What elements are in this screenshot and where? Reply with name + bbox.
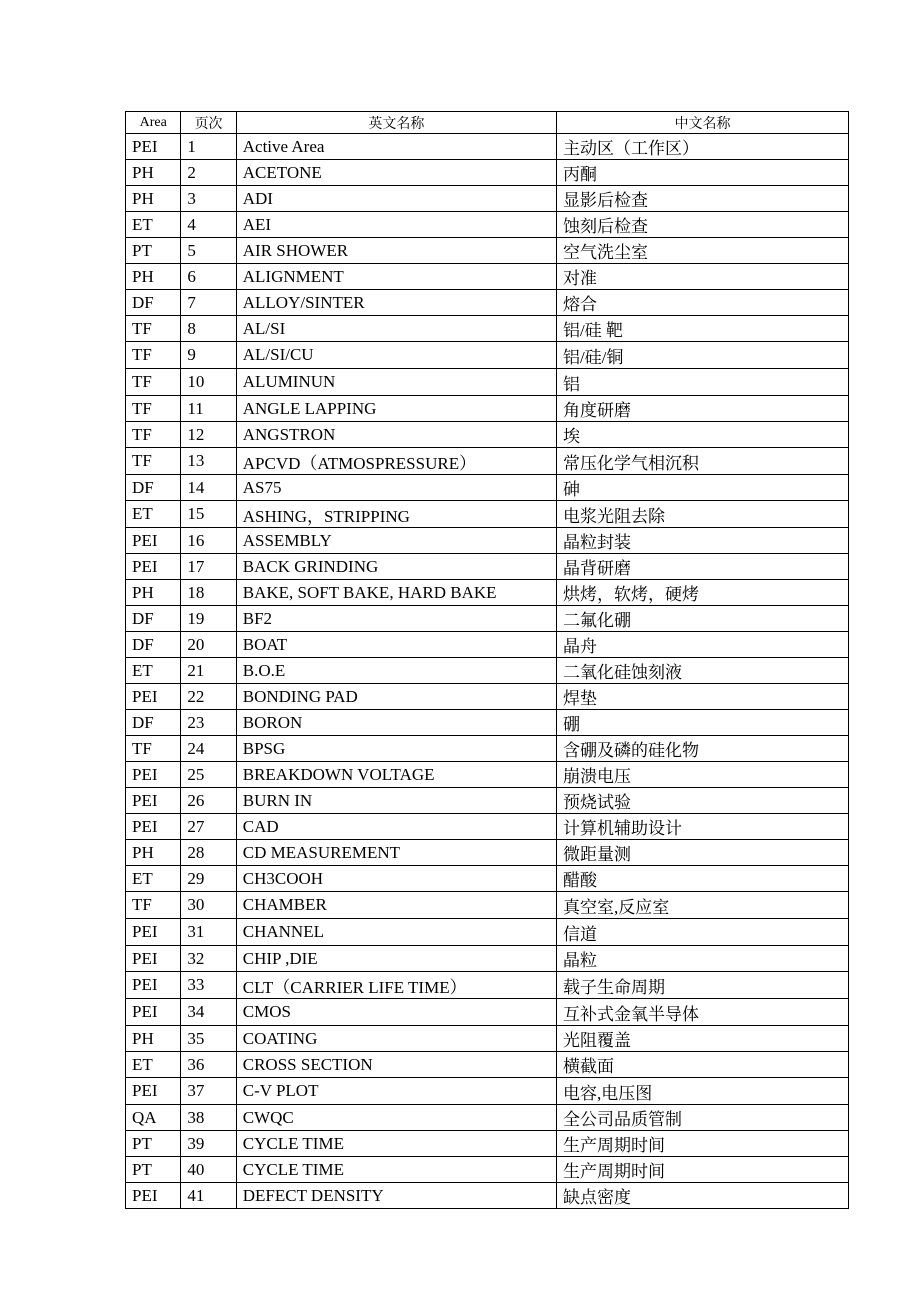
cell-english-name: ACETONE	[236, 160, 556, 186]
cell-area: DF	[126, 710, 181, 736]
cell-area: TF	[126, 448, 181, 475]
table-row	[126, 1157, 849, 1183]
table-row	[126, 501, 849, 528]
table-row	[126, 788, 849, 814]
cell-chinese-name: 全公司品质管制	[556, 1105, 848, 1131]
cell-chinese-name: 砷	[556, 475, 848, 501]
cell-chinese-name: 熔合	[556, 290, 848, 316]
cell-page: 33	[181, 972, 236, 999]
cell-chinese-name: 二氟化硼	[556, 606, 848, 632]
cell-page: 7	[181, 290, 236, 316]
cell-english-name: BF2	[236, 606, 556, 632]
cell-page: 24	[181, 736, 236, 762]
cell-chinese-name: 崩溃电压	[556, 762, 848, 788]
cell-chinese-name: 烘烤，软烤，硬烤	[556, 580, 848, 606]
cell-chinese-name: 铝/硅/铜	[556, 342, 848, 369]
cell-page: 12	[181, 422, 236, 448]
cell-english-name: ANGSTRON	[236, 422, 556, 448]
cell-area: PT	[126, 238, 181, 264]
cell-area: PEI	[126, 1078, 181, 1105]
cell-page: 40	[181, 1157, 236, 1183]
cell-chinese-name: 铝/硅 靶	[556, 316, 848, 342]
cell-chinese-name: 空气洗尘室	[556, 238, 848, 264]
cell-area: PEI	[126, 528, 181, 554]
cell-page: 37	[181, 1078, 236, 1105]
table-row	[126, 396, 849, 422]
cell-chinese-name: 生产周期时间	[556, 1157, 848, 1183]
cell-chinese-name: 真空室,反应室	[556, 892, 848, 919]
cell-chinese-name: 计算机辅助设计	[556, 814, 848, 840]
table-row	[126, 972, 849, 999]
table-row	[126, 892, 849, 919]
cell-chinese-name: 电浆光阻去除	[556, 501, 848, 528]
table-row	[126, 999, 849, 1026]
cell-area: ET	[126, 658, 181, 684]
cell-english-name: AL/SI/CU	[236, 342, 556, 369]
table-row	[126, 160, 849, 186]
cell-area: ET	[126, 866, 181, 892]
cell-english-name: B.O.E	[236, 658, 556, 684]
cell-page: 1	[181, 134, 236, 160]
table-row	[126, 1026, 849, 1052]
cell-area: ET	[126, 501, 181, 528]
cell-english-name: CWQC	[236, 1105, 556, 1131]
table-row	[126, 528, 849, 554]
cell-page: 22	[181, 684, 236, 710]
cell-english-name: CMOS	[236, 999, 556, 1026]
cell-english-name: BACK GRINDING	[236, 554, 556, 580]
cell-area: TF	[126, 892, 181, 919]
cell-chinese-name: 醋酸	[556, 866, 848, 892]
cell-page: 31	[181, 919, 236, 946]
table-row	[126, 814, 849, 840]
glossary-table	[125, 111, 849, 1209]
table-row	[126, 369, 849, 396]
cell-page: 9	[181, 342, 236, 369]
cell-area: DF	[126, 475, 181, 501]
cell-page: 10	[181, 369, 236, 396]
header-english-name: 英文名称	[236, 112, 556, 134]
cell-english-name: BORON	[236, 710, 556, 736]
cell-page: 18	[181, 580, 236, 606]
cell-chinese-name: 生产周期时间	[556, 1131, 848, 1157]
cell-english-name: CD MEASUREMENT	[236, 840, 556, 866]
cell-area: DF	[126, 632, 181, 658]
table-row	[126, 1052, 849, 1078]
cell-area: TF	[126, 342, 181, 369]
cell-english-name: CHAMBER	[236, 892, 556, 919]
cell-english-name: ANGLE LAPPING	[236, 396, 556, 422]
cell-english-name: DEFECT DENSITY	[236, 1183, 556, 1209]
cell-page: 2	[181, 160, 236, 186]
cell-area: PEI	[126, 684, 181, 710]
cell-english-name: CHIP ,DIE	[236, 946, 556, 972]
cell-chinese-name: 缺点密度	[556, 1183, 848, 1209]
glossary-body	[126, 134, 849, 1209]
cell-page: 15	[181, 501, 236, 528]
cell-area: TF	[126, 369, 181, 396]
cell-chinese-name: 晶舟	[556, 632, 848, 658]
cell-english-name: CH3COOH	[236, 866, 556, 892]
table-row	[126, 840, 849, 866]
cell-area: PEI	[126, 1183, 181, 1209]
table-row	[126, 684, 849, 710]
cell-area: TF	[126, 422, 181, 448]
cell-english-name: CYCLE TIME	[236, 1157, 556, 1183]
cell-area: TF	[126, 396, 181, 422]
cell-area: ET	[126, 212, 181, 238]
cell-chinese-name: 埃	[556, 422, 848, 448]
cell-page: 38	[181, 1105, 236, 1131]
table-row	[126, 736, 849, 762]
cell-page: 29	[181, 866, 236, 892]
cell-chinese-name: 晶粒	[556, 946, 848, 972]
cell-area: PH	[126, 1026, 181, 1052]
cell-chinese-name: 含硼及磷的硅化物	[556, 736, 848, 762]
cell-page: 8	[181, 316, 236, 342]
table-row	[126, 946, 849, 972]
cell-page: 3	[181, 186, 236, 212]
cell-chinese-name: 常压化学气相沉积	[556, 448, 848, 475]
table-row	[126, 554, 849, 580]
cell-area: PEI	[126, 919, 181, 946]
cell-chinese-name: 信道	[556, 919, 848, 946]
header-row	[126, 112, 849, 134]
cell-english-name: APCVD（ATMOSPRESSURE）	[236, 448, 556, 475]
cell-area: QA	[126, 1105, 181, 1131]
header-area: Area	[126, 112, 181, 134]
cell-chinese-name: 硼	[556, 710, 848, 736]
cell-english-name: COATING	[236, 1026, 556, 1052]
cell-chinese-name: 焊垫	[556, 684, 848, 710]
cell-area: DF	[126, 290, 181, 316]
cell-area: PEI	[126, 999, 181, 1026]
cell-english-name: ASSEMBLY	[236, 528, 556, 554]
cell-area: PEI	[126, 972, 181, 999]
table-row	[126, 632, 849, 658]
table-row	[126, 342, 849, 369]
cell-page: 4	[181, 212, 236, 238]
cell-english-name: ADI	[236, 186, 556, 212]
cell-english-name: CAD	[236, 814, 556, 840]
cell-chinese-name: 铝	[556, 369, 848, 396]
cell-page: 26	[181, 788, 236, 814]
cell-english-name: CLT（CARRIER LIFE TIME）	[236, 972, 556, 999]
cell-area: PEI	[126, 946, 181, 972]
cell-chinese-name: 预烧试验	[556, 788, 848, 814]
cell-page: 14	[181, 475, 236, 501]
cell-page: 32	[181, 946, 236, 972]
cell-english-name: CYCLE TIME	[236, 1131, 556, 1157]
cell-english-name: AEI	[236, 212, 556, 238]
cell-area: TF	[126, 736, 181, 762]
cell-page: 13	[181, 448, 236, 475]
cell-chinese-name: 晶粒封装	[556, 528, 848, 554]
cell-page: 27	[181, 814, 236, 840]
cell-chinese-name: 角度研磨	[556, 396, 848, 422]
cell-area: PH	[126, 186, 181, 212]
cell-english-name: BREAKDOWN VOLTAGE	[236, 762, 556, 788]
cell-english-name: Active Area	[236, 134, 556, 160]
table-row	[126, 1131, 849, 1157]
cell-area: PEI	[126, 762, 181, 788]
table-row	[126, 264, 849, 290]
cell-area: PH	[126, 160, 181, 186]
cell-english-name: CHANNEL	[236, 919, 556, 946]
cell-area: PEI	[126, 554, 181, 580]
cell-chinese-name: 蚀刻后检查	[556, 212, 848, 238]
cell-page: 17	[181, 554, 236, 580]
table-row	[126, 919, 849, 946]
cell-english-name: AIR SHOWER	[236, 238, 556, 264]
cell-area: PEI	[126, 814, 181, 840]
cell-chinese-name: 微距量测	[556, 840, 848, 866]
cell-english-name: BPSG	[236, 736, 556, 762]
cell-page: 6	[181, 264, 236, 290]
table-row	[126, 1078, 849, 1105]
cell-page: 21	[181, 658, 236, 684]
table-row	[126, 1183, 849, 1209]
cell-english-name: BAKE, SOFT BAKE, HARD BAKE	[236, 580, 556, 606]
table-row	[126, 212, 849, 238]
cell-chinese-name: 主动区（工作区）	[556, 134, 848, 160]
table-row	[126, 710, 849, 736]
table-row	[126, 866, 849, 892]
cell-page: 34	[181, 999, 236, 1026]
cell-chinese-name: 显影后检查	[556, 186, 848, 212]
cell-area: PT	[126, 1157, 181, 1183]
cell-area: ET	[126, 1052, 181, 1078]
table-row	[126, 448, 849, 475]
table-row	[126, 606, 849, 632]
cell-area: PH	[126, 840, 181, 866]
cell-area: PEI	[126, 788, 181, 814]
table-row	[126, 290, 849, 316]
cell-chinese-name: 丙酮	[556, 160, 848, 186]
table-row	[126, 186, 849, 212]
cell-page: 28	[181, 840, 236, 866]
table-row	[126, 762, 849, 788]
cell-area: PH	[126, 264, 181, 290]
table-row	[126, 238, 849, 264]
cell-english-name: BOAT	[236, 632, 556, 658]
cell-page: 20	[181, 632, 236, 658]
cell-page: 41	[181, 1183, 236, 1209]
cell-english-name: AL/SI	[236, 316, 556, 342]
cell-page: 23	[181, 710, 236, 736]
cell-page: 36	[181, 1052, 236, 1078]
header-chinese-name: 中文名称	[556, 112, 848, 134]
cell-area: DF	[126, 606, 181, 632]
cell-chinese-name: 电容,电压图	[556, 1078, 848, 1105]
cell-page: 35	[181, 1026, 236, 1052]
header-page: 页次	[181, 112, 236, 134]
cell-english-name: BURN IN	[236, 788, 556, 814]
cell-page: 11	[181, 396, 236, 422]
table-row	[126, 316, 849, 342]
table-row	[126, 134, 849, 160]
cell-area: PT	[126, 1131, 181, 1157]
cell-area: TF	[126, 316, 181, 342]
cell-english-name: ALLOY/SINTER	[236, 290, 556, 316]
cell-chinese-name: 横截面	[556, 1052, 848, 1078]
cell-page: 30	[181, 892, 236, 919]
table-row	[126, 422, 849, 448]
cell-english-name: CROSS SECTION	[236, 1052, 556, 1078]
cell-chinese-name: 互补式金氧半导体	[556, 999, 848, 1026]
cell-page: 19	[181, 606, 236, 632]
cell-english-name: BONDING PAD	[236, 684, 556, 710]
cell-english-name: AS75	[236, 475, 556, 501]
cell-chinese-name: 载子生命周期	[556, 972, 848, 999]
cell-page: 25	[181, 762, 236, 788]
cell-chinese-name: 对准	[556, 264, 848, 290]
table-row	[126, 580, 849, 606]
table-row	[126, 658, 849, 684]
cell-english-name: ASHING，STRIPPING	[236, 501, 556, 528]
cell-area: PEI	[126, 134, 181, 160]
table-row	[126, 475, 849, 501]
cell-chinese-name: 晶背研磨	[556, 554, 848, 580]
table-row	[126, 1105, 849, 1131]
cell-english-name: ALUMINUN	[236, 369, 556, 396]
cell-english-name: C-V PLOT	[236, 1078, 556, 1105]
cell-page: 16	[181, 528, 236, 554]
cell-english-name: ALIGNMENT	[236, 264, 556, 290]
cell-chinese-name: 光阻覆盖	[556, 1026, 848, 1052]
cell-chinese-name: 二氧化硅蚀刻液	[556, 658, 848, 684]
cell-page: 5	[181, 238, 236, 264]
cell-page: 39	[181, 1131, 236, 1157]
cell-area: PH	[126, 580, 181, 606]
